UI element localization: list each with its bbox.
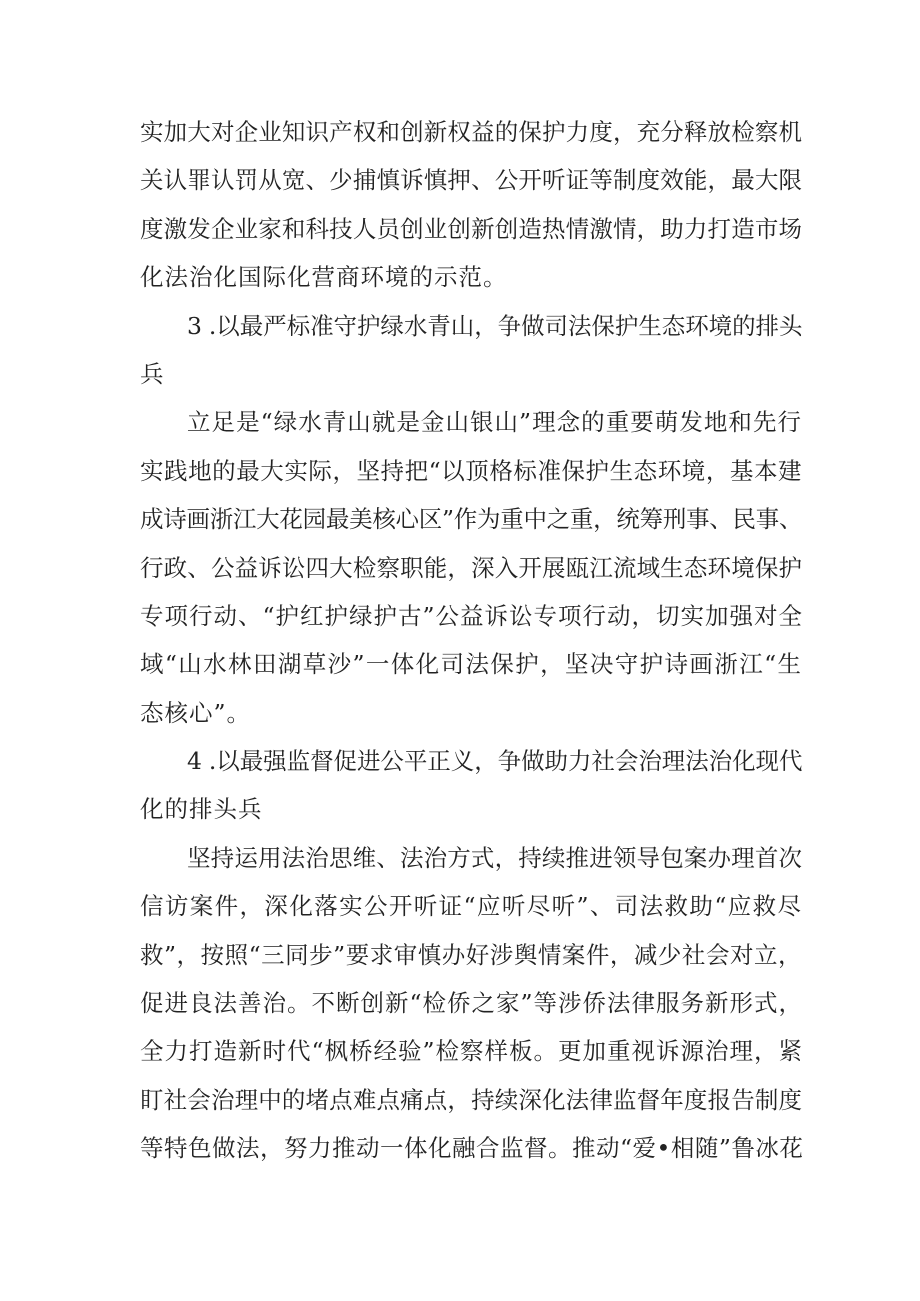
paragraph-line: 救”，按照“三同步”要求审慎办好涉舆情案件，减少社会对立， — [140, 940, 802, 969]
paragraph-line: 全力打造新时代“枫桥经验”检察样板。更加重视诉源治理，紧 — [140, 1037, 804, 1066]
section-heading-line: 兵 — [140, 359, 165, 388]
paragraph-line: 实加大对企业知识产权和创新权益的保护力度，充分释放检察机 — [140, 118, 802, 146]
paragraph-line: 关认罪认罚从宽、少捕慎诉慎押、公开听证等制度效能，最大限 — [140, 166, 802, 195]
section-heading-line: 化的排头兵 — [140, 795, 263, 824]
paragraph-line: 化法治化国际化营商环境的示范。 — [140, 263, 508, 292]
document-body — [140, 108, 802, 1173]
paragraph-line: 专项行动、“护红护绿护古”公益诉讼专项行动，切实加强对全 — [140, 601, 804, 630]
paragraph-line: 促进良法善治。不断创新“检侨之家”等涉侨法律服务新形式， — [140, 989, 804, 1018]
paragraph-line: 态核心”。 — [140, 698, 252, 727]
paragraph-line: 盯社会治理中的堵点难点痛点，持续深化法律监督年度报告制度 — [140, 1085, 802, 1114]
paragraph-line: 坚持运用法治思维、法治方式，持续推进领导包案办理首次 — [187, 843, 802, 872]
paragraph-line: 域“山水林田湖草沙”一体化司法保护，坚决守护诗画浙江“生 — [140, 650, 802, 679]
paragraph-line: 度激发企业家和科技人员创业创新创造热情激情，助力打造市场 — [140, 214, 802, 243]
paragraph-line: 行政、公益诉讼四大检察职能，深入开展瓯江流域生态环境保护 — [140, 553, 802, 582]
paragraph-line: 立足是“绿水青山就是金山银山”理念的重要萌发地和先行 — [187, 408, 802, 437]
paragraph-line: 成诗画浙江大花园最美核心区”作为重中之重，统筹刑事、民事、 — [140, 505, 802, 534]
paragraph-line: 实践地的最大实际，坚持把“以顶格标准保护生态环境，基本建 — [140, 456, 802, 485]
section-heading-line: 3 .以最严标准守护绿水青山，争做司法保护生态环境的排头 — [187, 311, 802, 340]
paragraph-line: 等特色做法，努力推动一体化融合监督。推动“爱•相随”鲁冰花 — [140, 1134, 804, 1163]
paragraph-line: 信访案件，深化落实公开听证“应听尽听”、司法救助“应救尽 — [140, 892, 802, 921]
section-heading-line: 4 .以最强监督促进公平正义，争做助力社会治理法治化现代 — [187, 747, 802, 776]
